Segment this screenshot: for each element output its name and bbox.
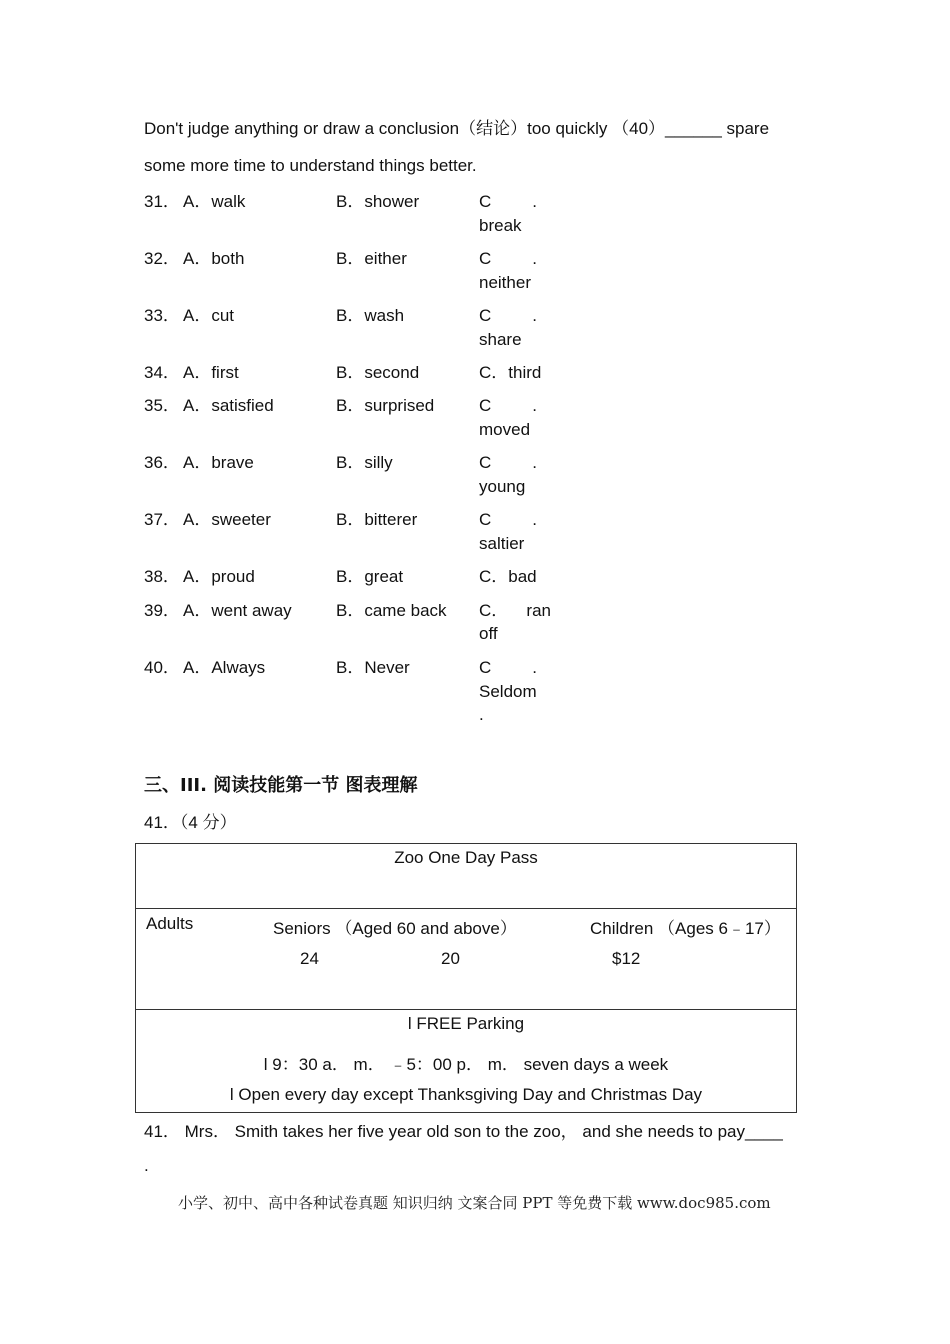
option-c-label	[479, 451, 537, 474]
zoo-pass-table	[135, 843, 797, 1113]
option-a: A．both	[183, 249, 245, 268]
option-b: B．Never	[336, 658, 410, 677]
option-b: B．shower	[336, 192, 420, 211]
option-a: A．walk	[183, 192, 246, 211]
option-c-label	[479, 394, 537, 417]
question-number: 39．	[144, 601, 180, 620]
option-c-text: neither	[479, 273, 531, 292]
option-b: B．came back	[336, 601, 447, 620]
option-c-dot: .	[532, 453, 537, 472]
table-divider	[136, 908, 796, 909]
footer-text: 小学、初中、高中各种试卷真题 知识归纳 文案合同 PPT 等免费下载 www.doc985.com	[178, 1194, 771, 1212]
option-c-dot: .	[532, 306, 537, 325]
option-b: B．either	[336, 249, 407, 268]
table-divider	[136, 1009, 796, 1010]
option-c-label	[479, 508, 537, 531]
question-number: 37．	[144, 510, 180, 529]
option-c-label	[479, 656, 537, 679]
option-c-letter: C．	[479, 601, 509, 620]
option-a: A．satisfied	[183, 396, 274, 415]
option-a: A．went away	[183, 601, 292, 620]
option-c-dot: .	[532, 658, 537, 677]
question-41-header: 41．（4 分）	[144, 813, 237, 832]
option-c-label	[479, 304, 537, 327]
option-c-text: saltier	[479, 534, 525, 553]
option-a: A．cut	[183, 306, 235, 325]
option-a: A．brave	[183, 453, 254, 472]
option-b: B．great	[336, 567, 404, 586]
option-b: B．bitterer	[336, 510, 418, 529]
option-a: A．sweeter	[183, 510, 271, 529]
question-number: 40．	[144, 658, 180, 677]
option-c-text: Seldom	[479, 682, 537, 701]
option-c-dot: .	[532, 396, 537, 415]
table-title: Zoo One Day Pass	[394, 848, 538, 867]
option-a: A．Always	[183, 658, 266, 677]
option-c: C．bad	[479, 567, 537, 586]
option-c-dot: .	[532, 192, 537, 211]
question-number: 34．	[144, 363, 180, 382]
option-b: B．wash	[336, 306, 405, 325]
option-c-letter: C	[479, 510, 492, 529]
question-41-text: 41． Mrs． Smith takes her five year old son to the zoo， and she needs to pay____	[144, 1122, 783, 1141]
info-parking: l FREE Parking	[407, 1014, 525, 1033]
info-open-days: l Open every day except Thanksgiving Day and Christmas Day	[229, 1085, 703, 1104]
section-title: 三、III. 阅读技能第一节 图表理解	[144, 775, 418, 796]
option-c-dot: .	[532, 510, 537, 529]
option-c-letter: C	[479, 396, 492, 415]
option-c-letter: C	[479, 192, 492, 211]
passage-line-1: Don't judge anything or draw a conclusion（结论）too quickly （40）______ spare	[144, 119, 770, 138]
price-adults: 24	[300, 949, 319, 968]
question-number: 31．	[144, 192, 180, 211]
option-b: B．surprised	[336, 396, 435, 415]
option-c-label	[479, 599, 551, 622]
option-c-text: moved	[479, 420, 531, 439]
question-number: 32．	[144, 249, 180, 268]
option-c-letter: C	[479, 453, 492, 472]
option-a: A．first	[183, 363, 239, 382]
question-number: 35．	[144, 396, 180, 415]
option-c-label	[479, 247, 537, 270]
children-label: Children （Ages 6﹣17）	[590, 919, 781, 938]
adults-label: Adults	[146, 914, 194, 933]
option-b: B．second	[336, 363, 420, 382]
price-seniors: 20	[441, 949, 460, 968]
option-c-text: off	[479, 624, 498, 643]
option-c-tail: .	[479, 705, 484, 724]
option-c-label	[479, 190, 537, 213]
option-c-letter: C	[479, 249, 492, 268]
question-number: 36．	[144, 453, 180, 472]
option-c-text: break	[479, 216, 522, 235]
option-c-dot: .	[532, 249, 537, 268]
question-41-tail: .	[144, 1156, 149, 1175]
option-b: B．silly	[336, 453, 393, 472]
option-c-text: share	[479, 330, 522, 349]
seniors-label: Seniors （Aged 60 and above）	[273, 919, 517, 938]
passage-line-2: some more time to understand things better.	[144, 156, 477, 175]
option-c-text: young	[479, 477, 526, 496]
option-a: A．proud	[183, 567, 255, 586]
info-hours: l 9：30 a． m． ﹣5：00 p． m． seven days a week	[263, 1055, 669, 1074]
question-number: 38．	[144, 567, 180, 586]
option-c: C．third	[479, 363, 542, 382]
option-c-word: ran	[526, 601, 551, 620]
option-c-letter: C	[479, 658, 492, 677]
price-children: $12	[612, 949, 641, 968]
option-c-letter: C	[479, 306, 492, 325]
question-number: 33．	[144, 306, 180, 325]
